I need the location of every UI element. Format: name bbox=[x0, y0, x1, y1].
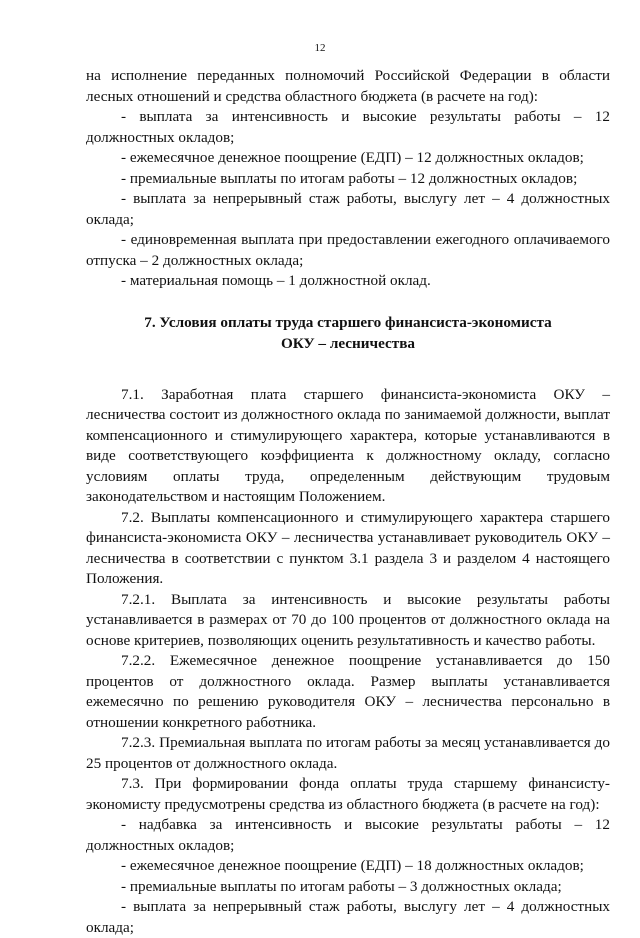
list-item: - надбавка за интенсивность и высокие результаты работы – 12 должностных окладов; bbox=[86, 816, 610, 854]
clause-7-2-2: 7.2.2. Ежемесячное денежное поощрение устанавливается до 150 процентов от должностного оклада. Размер выплаты устанавливается ежемесячно по решению руководителя ОКУ – лесничества персонально в отношении конкретного работника. bbox=[86, 652, 610, 731]
list-item: - выплата за непрерывный стаж работы, выслугу лет – 4 должностных оклада; bbox=[86, 190, 610, 228]
clause-7-2-1: 7.2.1. Выплата за интенсивность и высокие результаты работы устанавливается в размерах от 70 до 100 процентов от должностного оклада на основе критериев, позволяющих оценить результативность и качество работы. bbox=[86, 590, 610, 649]
list-item: - выплата за интенсивность и высокие результаты работы – 12 должностных окладов; bbox=[86, 108, 610, 146]
section-heading-line-1: 7. Условия оплаты труда старшего финансиста-экономиста bbox=[144, 313, 552, 331]
section-heading bbox=[86, 312, 610, 354]
page-number: 12 bbox=[314, 42, 326, 54]
list-item: - материальная помощь – 1 должностной оклад. bbox=[121, 272, 431, 289]
list-item: - выплата за непрерывный стаж работы, выслугу лет – 4 должностных оклада; bbox=[86, 898, 610, 936]
list-item: - ежемесячное денежное поощрение (ЕДП) – 18 должностных окладов; bbox=[121, 857, 584, 874]
list-item: - единовременная выплата при предоставлении ежегодного оплачиваемого отпуска – 2 должностных оклада; bbox=[86, 231, 610, 269]
list-item: - ежемесячное денежное поощрение (ЕДП) – 12 должностных окладов; bbox=[121, 149, 584, 166]
list-item: - премиальные выплаты по итогам работы – 12 должностных окладов; bbox=[121, 169, 578, 187]
list-item: - премиальные выплаты по итогам работы – 3 должностных оклада; bbox=[121, 877, 562, 895]
document-body bbox=[86, 66, 610, 938]
paragraph-continuation: на исполнение переданных полномочий Российской Федерации в области лесных отношений и средства областного бюджета (в расчете на год): bbox=[86, 67, 610, 105]
clause-7-2: 7.2. Выплаты компенсационного и стимулирующего характера старшего финансиста-экономиста ОКУ – лесничества устанавливает руководитель ОКУ – лесничества в соответствии с пунктом 3.1 раздела 3 и разделом 4 настоящего Положения. bbox=[86, 508, 610, 587]
clause-7-2-3: 7.2.3. Премиальная выплата по итогам работы за месяц устанавливается до 25 процентов от должностного оклада. bbox=[86, 734, 610, 772]
clause-7-1: 7.1. Заработная плата старшего финансиста-экономиста ОКУ – лесничества состоит из должностного оклада по занимаемой должности, выплат компенсационного и стимулирующего характера, которые устанавливаются в виде соответствующего коэффициента к должностному окладу, согласно условиям оплаты труда, определенным действующим трудовым законодательством и настоящим Положением. bbox=[86, 385, 610, 505]
section-heading-line-2: ОКУ – лесничества bbox=[280, 334, 416, 352]
clause-7-3: 7.3. При формировании фонда оплаты труда старшему финансисту-экономисту предусмотрены средства из областного бюджета (в расчете на год): bbox=[86, 775, 610, 813]
